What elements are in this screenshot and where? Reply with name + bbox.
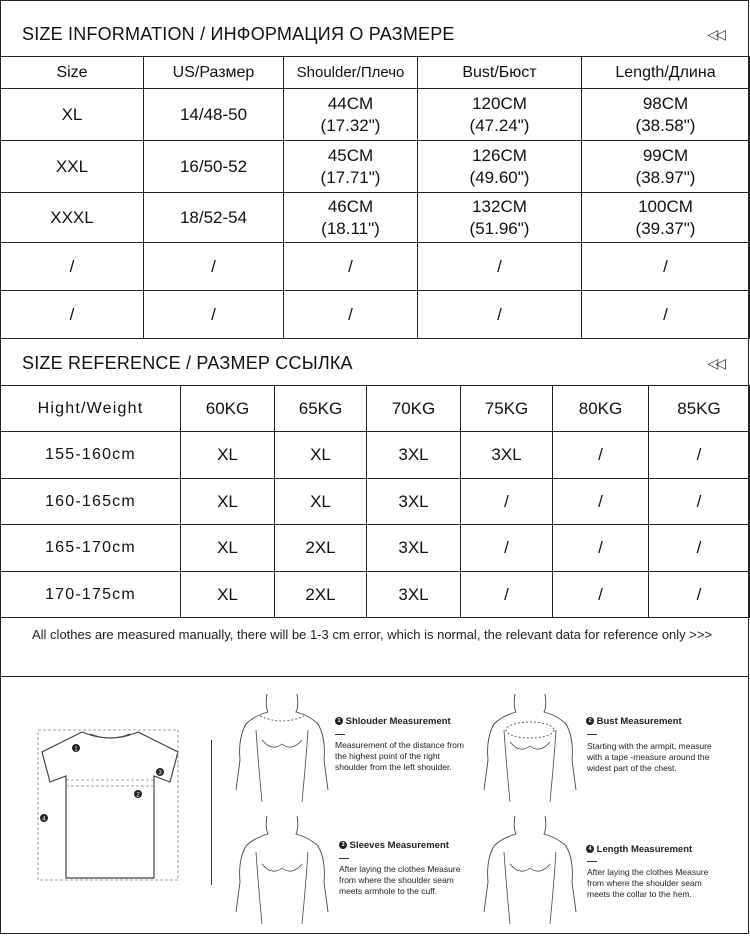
cell-size: XL	[181, 432, 275, 479]
cell-us: 14/48-50	[144, 89, 284, 141]
cell-cm: 45CM	[327, 145, 374, 165]
cell-bust	[418, 141, 582, 193]
header-length: Length/Длина	[582, 57, 750, 89]
cell-shoulder: /	[284, 291, 418, 339]
marker-1: 1	[74, 746, 78, 753]
sleeves-caption	[339, 840, 449, 851]
row-height: 165-170cm	[1, 525, 181, 572]
cell-us: 18/52-54	[144, 193, 284, 243]
table-row	[1, 89, 750, 141]
cell-size: XL	[275, 432, 367, 479]
number-badge-icon: 4	[586, 845, 594, 853]
cell-bust: /	[418, 243, 582, 291]
sleeves-text: After laying the clothes Measure from where the shoulder seam meets armhole to the cuff.	[339, 864, 461, 896]
cell-cm: 100CM	[638, 196, 693, 216]
caption-dash	[587, 861, 597, 862]
size-info-header	[0, 14, 749, 54]
header-weight: 60KG	[181, 386, 275, 432]
shoulder-caption	[335, 716, 451, 727]
number-badge-icon: 3	[339, 841, 347, 849]
caption-dash	[339, 858, 349, 859]
cell-size: /	[553, 432, 649, 479]
header-weight: 65KG	[275, 386, 367, 432]
cell-size: /	[553, 572, 649, 618]
header-weight: 70KG	[367, 386, 461, 432]
cell-size: XL	[1, 89, 144, 141]
table-row	[1, 432, 750, 479]
marker-4: 4	[42, 816, 46, 823]
cell-cm: 44CM	[327, 93, 374, 113]
size-info-title: SIZE INFORMATION / ИНФОРМАЦИЯ О РАЗМЕРЕ	[22, 23, 455, 44]
cell-size: XXL	[1, 141, 144, 193]
cell-size: 3XL	[367, 479, 461, 525]
cell-length: /	[582, 291, 750, 339]
cell-size: /	[1, 243, 144, 291]
table-row	[1, 525, 750, 572]
size-info-table	[0, 56, 750, 339]
header-weight: 80KG	[553, 386, 649, 432]
cell-cm: 132CM	[472, 196, 527, 216]
divider	[211, 740, 212, 885]
length-text: After laying the clothes Measure from where the shoulder seam meets the collar to the hem.	[587, 867, 709, 899]
number-badge-icon: 1	[335, 717, 343, 725]
cell-size: /	[553, 525, 649, 572]
cell-bust	[418, 89, 582, 141]
cell-inch: (38.58")	[635, 115, 696, 135]
cell-inch: (18.11")	[321, 218, 380, 238]
table-row	[1, 193, 750, 243]
cell-size: /	[649, 525, 750, 572]
table-row	[1, 291, 750, 339]
cell-inch: (39.37")	[635, 218, 696, 238]
header-size: Size	[1, 57, 144, 89]
caption-dash	[335, 734, 345, 735]
table-header-row	[1, 57, 750, 89]
marker-3: 3	[158, 770, 162, 777]
cell-bust: /	[418, 291, 582, 339]
cell-cm: 120CM	[472, 93, 527, 113]
cell-size: /	[461, 479, 553, 525]
cell-length: /	[582, 243, 750, 291]
cell-size: /	[553, 479, 649, 525]
cell-length	[582, 193, 750, 243]
cell-size: XXXL	[1, 193, 144, 243]
table-header-row	[1, 386, 750, 432]
sleeves-body-icon	[232, 812, 332, 927]
cell-size: /	[461, 525, 553, 572]
length-body-icon	[480, 812, 580, 927]
tshirt-diagram-icon	[30, 720, 190, 890]
cell-size: /	[649, 572, 750, 618]
cell-size: XL	[275, 479, 367, 525]
shoulder-text: Measurement of the distance from the highest point of the right shoulder from the left shoulder.	[335, 740, 464, 772]
measurement-note: All clothes are measured manually, there will be 1-3 cm error, which is normal, the relevant data for reference only >>>	[32, 627, 713, 642]
header-shoulder: Shoulder/Плечо	[284, 57, 418, 89]
cell-cm: 98CM	[642, 93, 689, 113]
cell-shoulder	[284, 89, 418, 141]
bust-text: Starting with the armpit, measure with a tape -measure around the widest part of the chest.	[587, 741, 712, 773]
table-row	[1, 572, 750, 618]
header-height-weight: Hight/Weight	[1, 386, 181, 432]
cell-inch: (49.60")	[469, 167, 530, 187]
cell-size: /	[649, 479, 750, 525]
cell-size: 3XL	[461, 432, 553, 479]
cell-inch: (17.32")	[320, 115, 381, 135]
cell-size: 3XL	[367, 432, 461, 479]
row-height: 155-160cm	[1, 432, 181, 479]
divider	[0, 676, 749, 677]
cell-size: XL	[181, 572, 275, 618]
caption-title: Sleeves Measurement	[349, 840, 449, 851]
cell-size: XL	[181, 479, 275, 525]
cell-size: /	[1, 291, 144, 339]
cell-shoulder	[284, 193, 418, 243]
size-ref-header	[0, 342, 749, 384]
size-ref-title: SIZE REFERENCE / РАЗМЕР ССЫЛКА	[22, 352, 353, 373]
cell-inch: (38.97")	[635, 167, 696, 187]
caption-title: Shlouder Measurement	[345, 716, 451, 727]
caption-dash	[587, 734, 597, 735]
cell-size: 3XL	[367, 572, 461, 618]
cell-length	[582, 141, 750, 193]
caption-title: Length Measurement	[596, 844, 693, 855]
cell-inch: (51.96")	[469, 218, 530, 238]
marker-2: 2	[136, 792, 140, 799]
cell-size: 2XL	[275, 572, 367, 618]
row-height: 170-175cm	[1, 572, 181, 618]
cell-size: 3XL	[367, 525, 461, 572]
bust-body-icon	[480, 690, 580, 805]
collapse-arrow-icon: ◁◁	[707, 25, 723, 42]
cell-size: /	[461, 572, 553, 618]
cell-us: /	[144, 243, 284, 291]
header-bust: Bust/Бюст	[418, 57, 582, 89]
header-us: US/Размер	[144, 57, 284, 89]
cell-length	[582, 89, 750, 141]
cell-shoulder: /	[284, 243, 418, 291]
cell-cm: 126CM	[472, 145, 527, 165]
cell-shoulder	[284, 141, 418, 193]
cell-size: 2XL	[275, 525, 367, 572]
cell-inch: (47.24")	[469, 115, 530, 135]
shoulder-body-icon	[232, 690, 332, 805]
table-row	[1, 141, 750, 193]
caption-title: Bust Measurement	[596, 716, 682, 727]
cell-size: XL	[181, 525, 275, 572]
length-caption	[586, 844, 692, 855]
cell-us: 16/50-52	[144, 141, 284, 193]
cell-cm: 46CM	[327, 196, 374, 216]
table-row	[1, 479, 750, 525]
bust-caption	[586, 716, 682, 727]
cell-us: /	[144, 291, 284, 339]
cell-size: /	[649, 432, 750, 479]
number-badge-icon: 2	[586, 717, 594, 725]
header-weight: 75KG	[461, 386, 553, 432]
collapse-arrow-icon: ◁◁	[707, 354, 723, 371]
cell-inch: (17.71")	[320, 167, 381, 187]
cell-bust	[418, 193, 582, 243]
cell-cm: 99CM	[642, 145, 689, 165]
header-weight: 85KG	[649, 386, 750, 432]
row-height: 160-165cm	[1, 479, 181, 525]
table-row	[1, 243, 750, 291]
size-ref-table	[0, 385, 750, 618]
